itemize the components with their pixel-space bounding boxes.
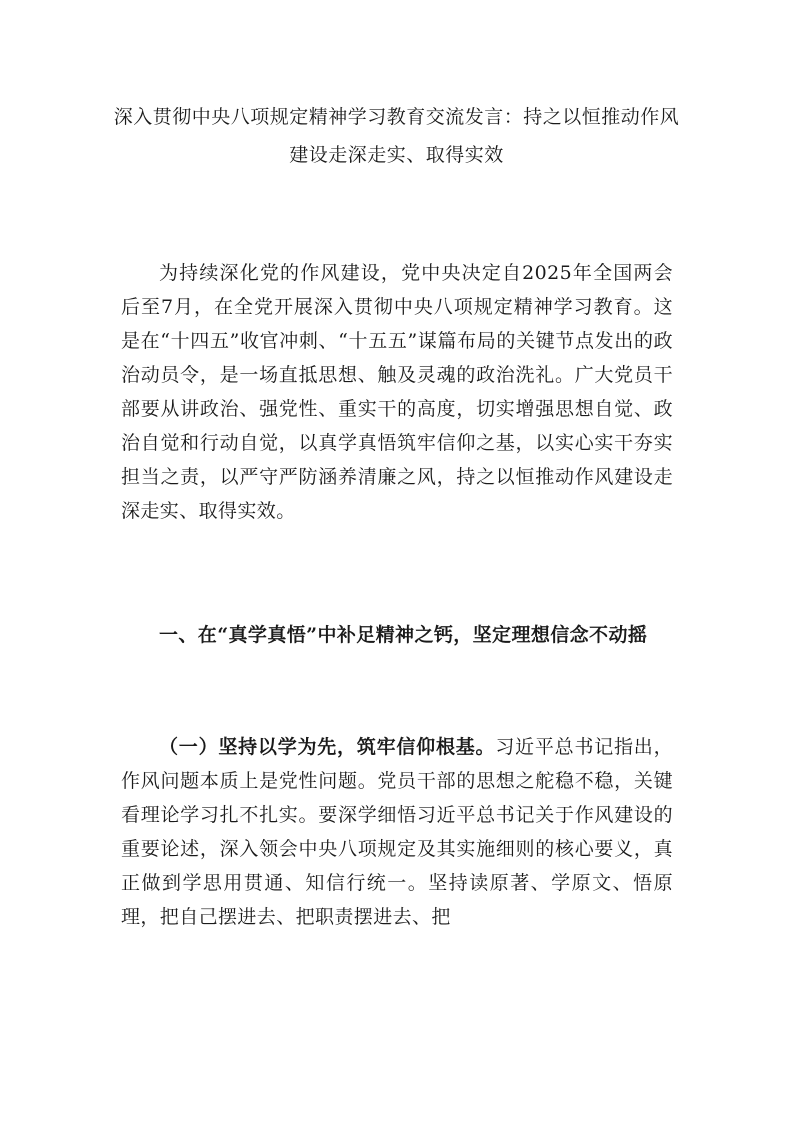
subsection-paragraph	[121, 730, 673, 934]
subsection-body: 习近平总书记指出，作风问题本质上是党性问题。党员干部的思想之舵稳不稳，关键看理论学习扎不扎实。要深学细悟习近平总书记关于作风建设的重要论述，深入领会中央八项规定及其实施细则的核心要义，真正做到学思用贯通、知信行统一。坚持读原著、学原文、悟原理，把自己摆进去、把职责摆进去、把	[121, 736, 673, 928]
intro-paragraph: 为持续深化党的作风建设，党中央决定自2025年全国两会后至7月，在全党开展深入贯彻中央八项规定精神学习教育。这是在“十四五”收官冲刺、“十五五”谋篇布局的关键节点发出的政治动员令，是一场直抵思想、触及灵魂的政治洗礼。广大党员干部要从讲政治、强党性、重实干的高度，切实增强思想自觉、政治自觉和行动自觉，以真学真悟筑牢信仰之基，以实心实干夯实担当之责，以严守严防涵养清廉之风，持之以恒推动作风建设走深走实、取得实效。	[121, 262, 673, 522]
subsection-lead: （一）坚持以学为先，筑牢信仰根基。	[159, 736, 496, 758]
section-heading: 一、在“真学真悟”中补足精神之钙，坚定理想信念不动摇	[159, 624, 648, 646]
document-title: 深入贯彻中央八项规定精神学习教育交流发言：持之以恒推动作风建设走深走实、取得实效	[113, 106, 680, 166]
